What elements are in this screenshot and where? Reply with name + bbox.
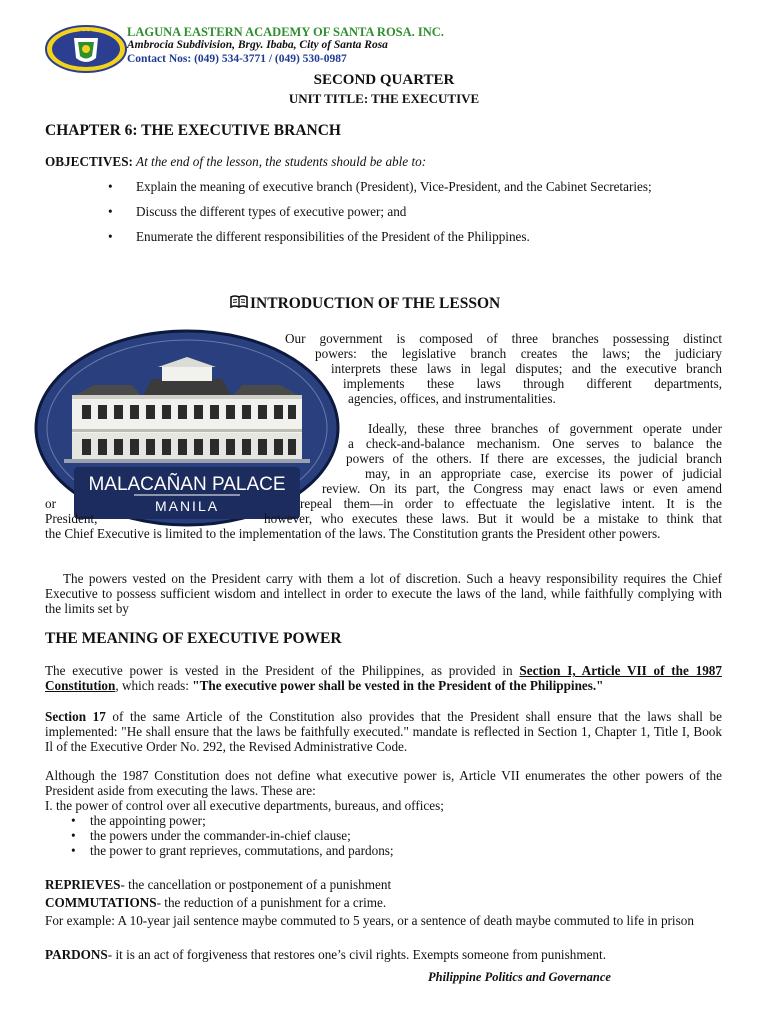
intro-p2-or: or — [45, 496, 56, 511]
intro-p1-line: agencies, offices, and instrumentalities. — [348, 391, 556, 406]
constitution-reference: Section I, Article VII of the 1987 Constitution — [45, 663, 722, 693]
open-book-icon — [230, 295, 248, 309]
intro-p2-line: repeal them—in order to effectuate the legislative intent. It is the — [300, 496, 722, 511]
intro-p2-line: Ideally, these three branches of government operate under — [368, 421, 722, 436]
meaning-p2-text: of the same Article of the Constitution also provides that the President shall ensure that the laws shall be implemented: "He shall ensure that the laws be faithfully executed." mandate is reflected in Section 1, Chapter 1, Title I, Book Il of the Executive Order No. 292, the Revised Administrative Code. — [45, 709, 722, 754]
power-item: • the power to grant reprieves, commutations, and pardons; — [45, 843, 725, 858]
objectives-text: At the end of the lesson, the students should be able to: — [132, 154, 427, 169]
objective-item: • Enumerate the different responsibilities of the President of the Philippines. — [106, 226, 722, 248]
school-contact: Contact Nos: (049) 534-3771 / (049) 530-0987 — [127, 53, 347, 65]
intro-p1-line: Our government is composed of three branches possessing distinct — [285, 331, 722, 346]
meaning-p1-a: The executive power is vested in the President of the Philippines, as provided in — [45, 663, 520, 678]
objective-item: • Discuss the different types of executive power; and — [106, 201, 722, 223]
intro-p1-line: powers: the legislative branch creates the laws; the judiciary — [315, 346, 722, 361]
objective-item: • Explain the meaning of executive branch (President), Vice-President, and the Cabinet Secretaries; — [106, 176, 722, 198]
intro-p2-president: President, — [45, 511, 98, 526]
intro-p2-end: the Chief Executive is limited to the implementation of the laws. The Constitution grants the President other powers. — [45, 526, 661, 541]
commutations-def: - the reduction of a punishment for a crime. — [156, 895, 387, 910]
intro-p2-line: review. On its part, the Congress may enact laws or even amend — [322, 481, 722, 496]
meaning-p2 — [45, 709, 722, 754]
intro-heading — [230, 295, 500, 313]
svg-text:★ ★ ★: ★ ★ ★ — [79, 29, 93, 34]
powers-list — [45, 813, 725, 858]
reprieves-def: - the cancellation or postponement of a punishment — [120, 877, 392, 892]
school-logo — [44, 24, 128, 74]
objectives-label: OBJECTIVES: — [45, 154, 133, 169]
power-item: • the appointing power; — [45, 813, 725, 828]
section-17-label: Section 17 — [45, 709, 106, 724]
meaning-p1-quote: "The executive power shall be vested in the President of the Philippines." — [192, 678, 604, 693]
meaning-p1 — [45, 663, 722, 693]
definition-commutations — [45, 895, 722, 910]
pardons-def: - it is an act of forgiveness that restores one’s civil rights. Exempts someone from punishment. — [107, 947, 606, 962]
definition-reprieves — [45, 877, 722, 892]
intro-p1-line: implements these laws through different departments, — [343, 376, 722, 391]
meaning-heading: THE MEANING OF EXECUTIVE POWER — [45, 630, 342, 647]
definition-pardons — [45, 947, 722, 962]
school-address: Ambrocia Subdivision, Brgy. Ibaba, City of Santa Rosa — [127, 39, 388, 51]
meaning-p1-b: , which reads: — [115, 678, 193, 693]
power-item-control: I. the power of control over all executive departments, bureaus, and offices; — [45, 798, 444, 813]
commutation-example: For example: A 10-year jail sentence maybe commuted to 5 years, or a sentence of death maybe commuted to life in prison — [45, 913, 694, 928]
malacanan-palace-image — [34, 329, 340, 527]
power-item: • the powers under the commander-in-chief clause; — [45, 828, 725, 843]
unit-title: UNIT TITLE: THE EXECUTIVE — [288, 91, 480, 106]
pardons-term: PARDONS — [45, 947, 108, 962]
objectives-list — [106, 176, 722, 251]
intro-p3: The powers vested on the President carry with them a lot of discretion. Such a heavy responsibility requires the Chief Executive to possess sufficient wisdom and intellect in order to execute the laws of the land, while faithfully complying with the limits set by — [45, 571, 722, 616]
footer-subject: Philippine Politics and Governance — [428, 970, 611, 984]
meaning-p3: Although the 1987 Constitution does not define what executive power is, Article VII enumerates the other powers of the President aside from executing the laws. These are: — [45, 768, 722, 798]
intro-heading-text: INTRODUCTION OF THE LESSON — [250, 295, 501, 312]
intro-p2-line: however, who executes these laws. But it would be a mistake to think that — [264, 511, 722, 526]
school-name: LAGUNA EASTERN ACADEMY OF SANTA ROSA. INC. — [127, 25, 444, 39]
palace-subtitle: MANILA — [154, 498, 220, 514]
chapter-title: CHAPTER 6: THE EXECUTIVE BRANCH — [45, 122, 341, 139]
palace-title: MALACAÑAN PALACE — [88, 474, 286, 495]
intro-p2-line: a check-and-balance mechanism. One serves to balance the — [348, 436, 722, 451]
objectives-intro — [45, 154, 426, 170]
commutations-term: COMMUTATIONS — [45, 895, 157, 910]
intro-p1-line: interprets these laws in legal disputes; and the executive branch — [331, 361, 722, 376]
quarter-title: SECOND QUARTER — [313, 72, 455, 88]
intro-p2-line: powers of the others. If there are excesses, the judicial branch — [346, 451, 722, 466]
intro-p2-line: may, in an appropriate case, exercise its power of judicial — [365, 466, 722, 481]
reprieves-term: REPRIEVES — [45, 877, 121, 892]
